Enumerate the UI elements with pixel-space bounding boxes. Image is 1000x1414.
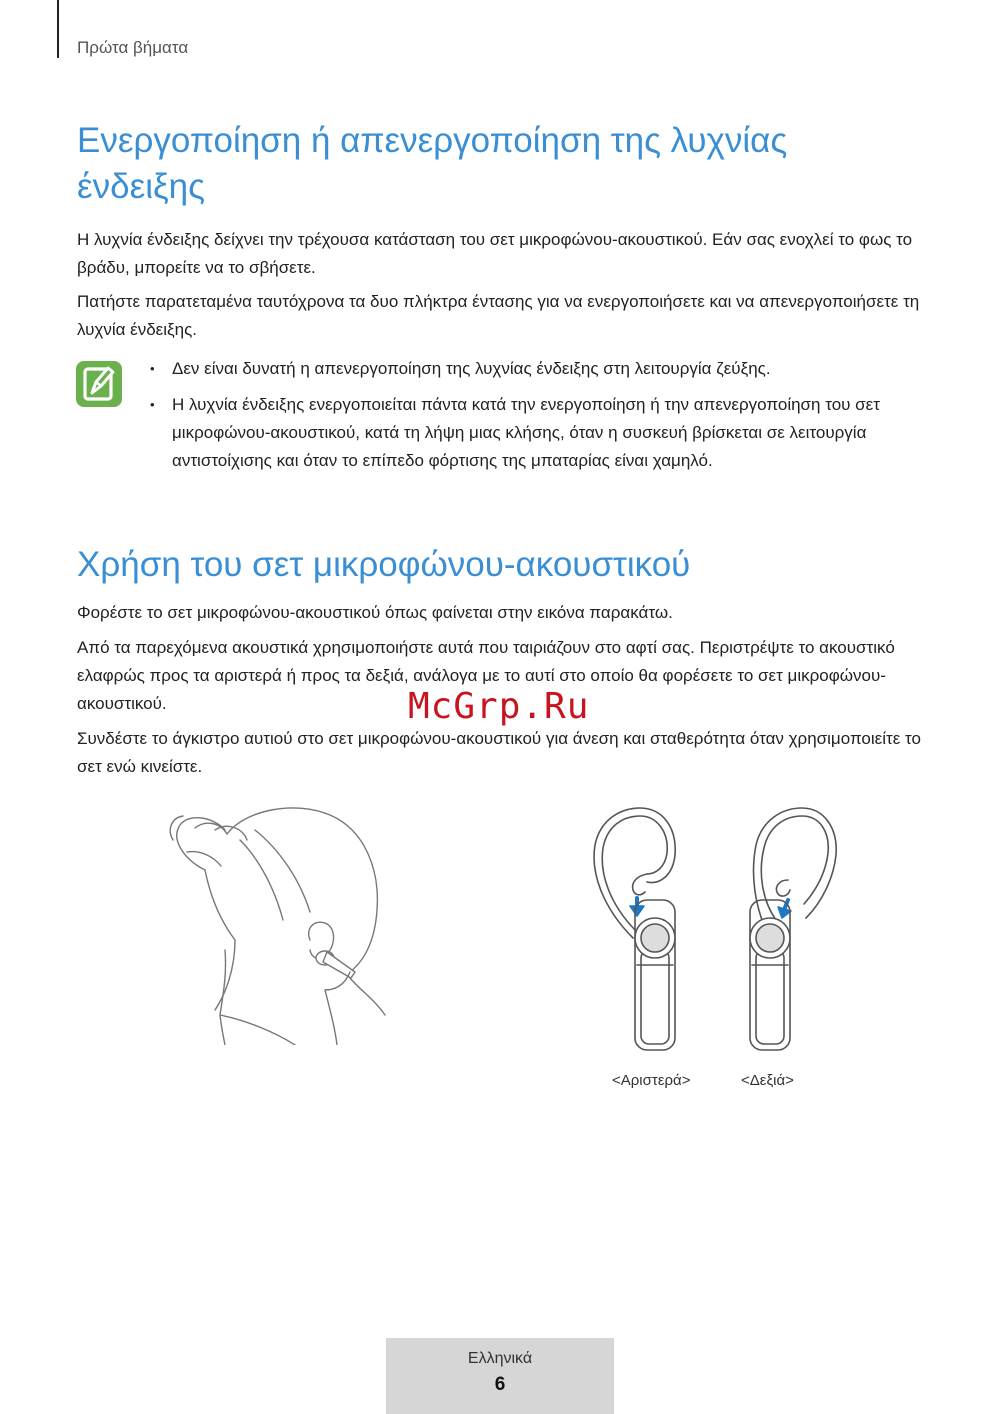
notes-list [150, 355, 910, 483]
note-pencil-icon [75, 360, 123, 408]
paragraph-indicator-intro: Η λυχνία ένδειξης δείχνει την τρέχουσα κατάσταση του σετ μικροφώνου-ακουστικού. Εάν σας ενοχλεί το φως το βράδυ, μπορείτε να το σβήσετε. [77, 230, 913, 277]
paragraph-ear-hook: Συνδέστε το άγκιστρο αυτιού στο σετ μικροφώνου-ακουστικού για άνεση και σταθερότητα όταν χρησιμοποιείτε το σετ ενώ κινείστε. [77, 729, 921, 776]
headset-right-illustration [740, 800, 850, 1055]
paragraph-wear-headset: Φορέστε το σετ μικροφώνου-ακουστικού όπως φαίνεται στην εικόνα παρακάτω. [77, 603, 673, 622]
headset-left-illustration [585, 800, 695, 1055]
note-item: • Δεν είναι δυνατή η απενεργοποίηση της λυχνίας ένδειξης στη λειτουργία ζεύξης. [150, 355, 910, 383]
note-item: • Η λυχνία ένδειξης ενεργοποιείται πάντα κατά την ενεργοποίηση ή την απενεργοποίηση του σετ μικροφώνου-ακουστικού, κατά τη λήψη μιας κλήσης, όταν η συσκευή βρίσκεται σε λειτουργία αντιστοίχισης και όταν το επίπεδο φόρτισης της μπαταρίας είναι χαμηλό. [150, 391, 910, 475]
section-title-indicator-light: Ενεργοποίηση ή απενεργοποίηση της λυχνίας ένδειξης [77, 121, 788, 206]
person-wearing-headset-illustration [165, 800, 405, 1045]
caption-right: <Δεξιά> [741, 1072, 794, 1089]
page-footer [386, 1338, 614, 1414]
caption-left: <Αριστερά> [612, 1072, 691, 1089]
watermark: McGrp.Ru [408, 686, 590, 727]
page-number: 6 [494, 1374, 506, 1395]
running-header: Πρώτα βήματα [77, 38, 189, 57]
paragraph-eargel: Από τα παρεχόμενα ακουστικά χρησιμοποιήστε αυτά που ταιριάζουν στο αφτί σας. Περιστρέψτε το ακουστικό ελαφρώς προς τα αριστερά ή προς τα δεξιά, ανάλογα με το αυτί στο οποίο θα φορέσετε το σετ μικροφώνου-ακουστικού. [77, 638, 895, 713]
margin-line [57, 0, 59, 58]
footer-language: Ελληνικά [467, 1350, 533, 1367]
paragraph-indicator-instructions: Πατήστε παρατεταμένα ταυτόχρονα τα δυο πλήκτρα έντασης για να ενεργοποιήσετε και να απενεργοποιήσετε τη λυχνία ένδειξης. [77, 292, 920, 339]
section-title-using-headset: Χρήση του σετ μικροφώνου-ακουστικού [77, 545, 691, 584]
